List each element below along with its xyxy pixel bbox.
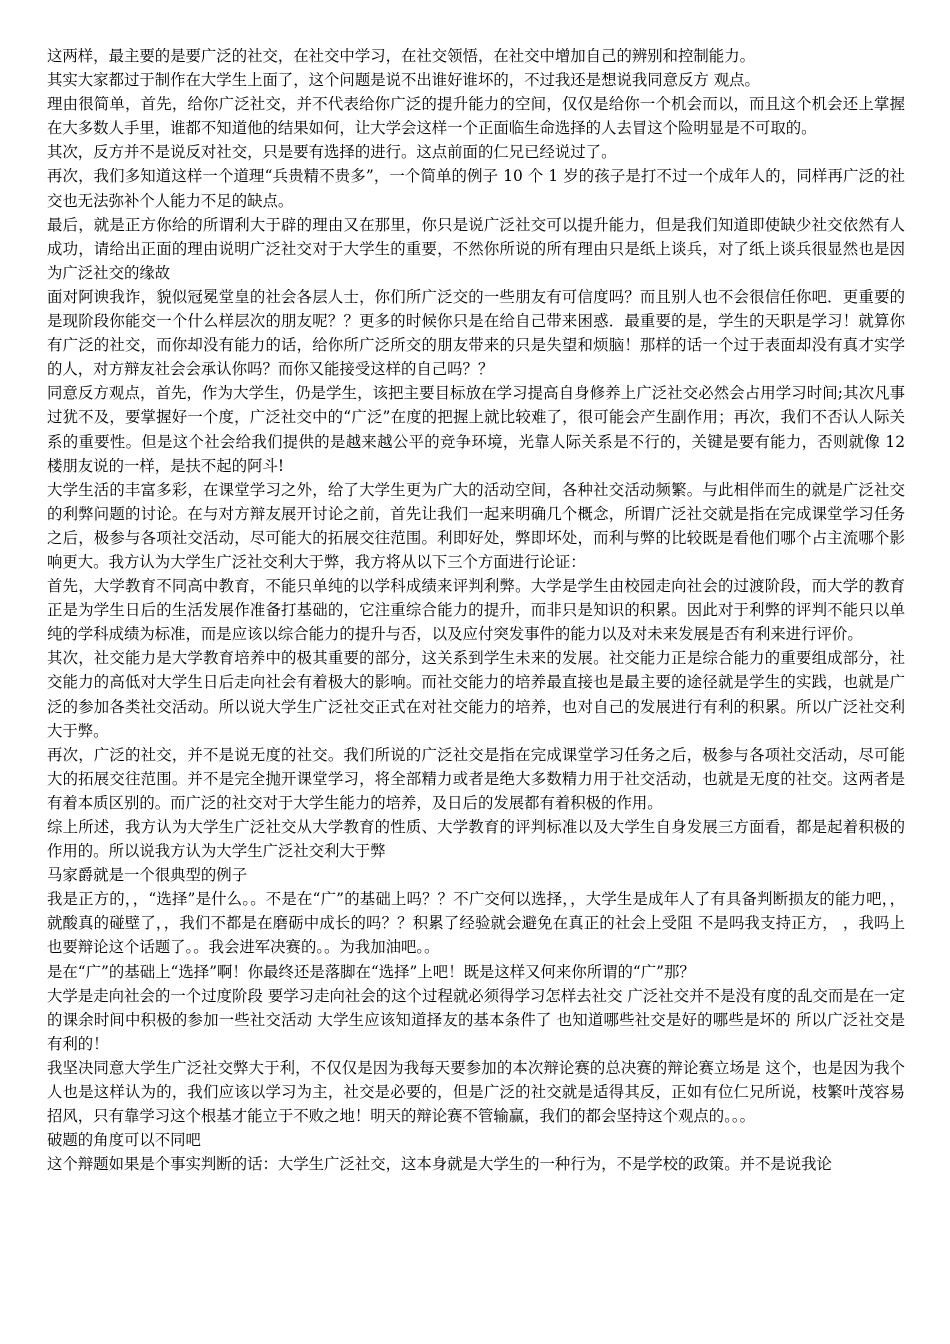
paragraph-19: 破题的角度可以不同吧: [47, 1131, 201, 1150]
paragraph-3: 理由很简单，首先，给你广泛社交，并不代表给你广泛的提升能力的空间，仅仅是给你一个机会而以，而且这个机会还上掌握在大多数人手里，谁都不知道他的结果如何，让大学会这样一个正面临生命选择的人去冒这个险明显是不可取的。: [47, 95, 905, 138]
paragraph-4: 其次，反方并不是说反对社交，只是要有选择的进行。这点前面的仁兄已经说过了。: [47, 143, 617, 162]
paragraph-20: 这个辩题如果是个事实判断的话：大学生广泛社交，这本身就是大学生的一种行为，不是学校的政策。并不是说我论: [47, 1155, 832, 1174]
paragraph-14: 马家爵就是一个很典型的例子: [47, 866, 248, 885]
paragraph-15: 我是正方的，，“选择”是什么。。不是在“广”的基础上吗？？不广交何以选择，，大学生是成年人了有具备判断损友的能力吧，，就酸真的碰壁了，，我们不都是在磨砺中成长的吗？？积累了经验就会避免在真正的社会上受阻 不是吗我支持正方， ，我吗上也要辩论这个话题了。。我会进军决赛的。。为我加油吧。。: [47, 890, 905, 957]
paragraph-18: 我坚决同意大学生广泛社交弊大于利，不仅仅是因为我每天要参加的本次辩论赛的总决赛的辩论赛立场是 这个，也是因为我个人也是这样认为的，我们应该以学习为主，社交是必要的，但是广泛的社交就是适得其反，正如有位仁兄所说，枝繁叶茂容易招风，只有靠学习这个根基才能立于不败之地！明天的辩论赛不管输赢，我们的都会坚持这个观点的。。。: [47, 1058, 905, 1126]
paragraph-12: 再次，广泛的社交，并不是说无度的社交。我们所说的广泛社交是指在完成课堂学习任务之后，极参与各项社交活动，尽可能大的拓展交往范围。并不是完全抛开课堂学习，将全部精力或者是绝大多数精力用于社交活动，也就是无度的社交。这两者是有着本质区别的。而广泛的社交对于大学生能力的培养，及日后的发展都有着积极的作用。: [47, 745, 905, 812]
paragraph-9: 大学生活的丰富多彩，在课堂学习之外，给了大学生更为广大的活动空间，各种社交活动频繁。与此相伴而生的就是广泛社交的利弊问题的讨论。在与对方辩友展开讨论之前，首先让我们一起来明确几个概念，所谓广泛社交就是指在完成课堂学习任务之后，极参与各项社交活动，尽可能大的拓展交往范围。利即好处，弊即坏处，而利与弊的比较既是看他们哪个占主流哪个影响更大。我方认为大学生广泛社交利大于弊，我方将从以下三个方面进行论证：: [47, 480, 905, 571]
paragraph-1: 这两样，最主要的是要广泛的社交，在社交中学习，在社交领悟，在社交中增加自己的辨别和控制能力。: [47, 47, 755, 65]
paragraph-8: 同意反方观点，首先，作为大学生，仍是学生，该把主要目标放在学习提高自身修养上广泛社交必然会占用学习时间;其次凡事过犹不及，要掌握好一个度，广泛社交中的“广泛”在度的把握上就比较难了，很可能会产生副作用；再次，我们不否认人际关系的重要性。但是这个社会给我们提供的是越来越公平的竞争环境，光靠人际关系是不行的，关键是要有能力，否则就像 12 楼朋友说的一样，是扶不起的阿斗!: [47, 384, 905, 475]
paragraph-16: 是在“广”的基础上“选择”啊！你最终还是落脚在“选择”上吧！既是这样又何来你所谓的“广”那？: [47, 962, 695, 981]
paragraph-17: 大学是走向社会的一个过度阶段 要学习走向社会的这个过程就必须得学习怎样去社交 广泛社交并不是没有度的乱交而是在一定的课余时间中积极的参加一些社交活动 大学生应该知道择友的基本条件了 也知道哪些社交是好的哪些是坏的 所以广泛社交是有利的！: [47, 986, 905, 1053]
paragraph-6: 最后，就是正方你给的所谓利大于辟的理由又在那里，你只是说广泛社交可以提升能力，但是我们知道即使缺少社交依然有人成功，请给出正面的理由说明广泛社交对于大学生的重要，不然你所说的所有理由只是纸上谈兵，对了纸上谈兵很显然也是因为广泛社交的缘故: [47, 215, 905, 282]
document-page: [47, 44, 905, 1334]
paragraph-5: 再次，我们多知道这样一个道理“兵贵精不贵多”，一个简单的例子 10 个 1 岁的孩子是打不过一个成年人的，同样再广泛的社交也无法弥补个人能力不足的缺点。: [47, 167, 905, 210]
paragraph-7: 面对阿谀我诈，貌似冠冕堂皇的社会各层人士，你们所广泛交的一些朋友有可信度吗？而且别人也不会很信任你吧．更重要的是现阶段你能交一个什么样层次的朋友呢？？更多的时候你只是在给自己带来困惑．最重要的是，学生的天职是学习！就算你有广泛的社交，而你却没有能力的话，给你所广泛所交的朋友带来的只是失望和烦脑！那样的话一个过于表面却没有真才实学的人，对方辩友社会会承认你吗？而你又能接受这样的自己吗？？: [47, 287, 905, 379]
paragraph-2: 其实大家都过于制作在大学生上面了，这个问题是说不出谁好谁坏的，不过我还是想说我同意反方 观点。: [47, 71, 760, 90]
paragraph-10: 首先，大学教育不同高中教育，不能只单纯的以学科成绩来评判利弊。大学是学生由校园走向社会的过渡阶段，而大学的教育正是为学生日后的生活发展作准备打基础的，它注重综合能力的提升，而非只是知识的积累。因此对于利弊的评判不能只以单纯的学科成绩为标准，而是应该以综合能力的提升与否，以及应付突发事件的能力以及对未来发展是否有利来进行评价。: [47, 577, 905, 644]
paragraph-13: 综上所述，我方认为大学生广泛社交从大学教育的性质、大学教育的评判标准以及大学生自身发展三方面看，都是起着积极的作用的。所以说我方认为大学生广泛社交利大于弊: [47, 818, 905, 861]
paragraph-11: 其次，社交能力是大学教育培养中的极其重要的部分，这关系到学生未来的发展。社交能力正是综合能力的重要组成部分，社交能力的高低对大学生日后走向社会有着极大的影响。而社交能力的培养最直接也是最主要的途径就是学生的实践，也就是广泛的参加各类社交活动。所以说大学生广泛社交正式在对社交能力的培养，也对自己的发展进行有利的积累。所以广泛社交利大于弊。: [47, 649, 905, 740]
